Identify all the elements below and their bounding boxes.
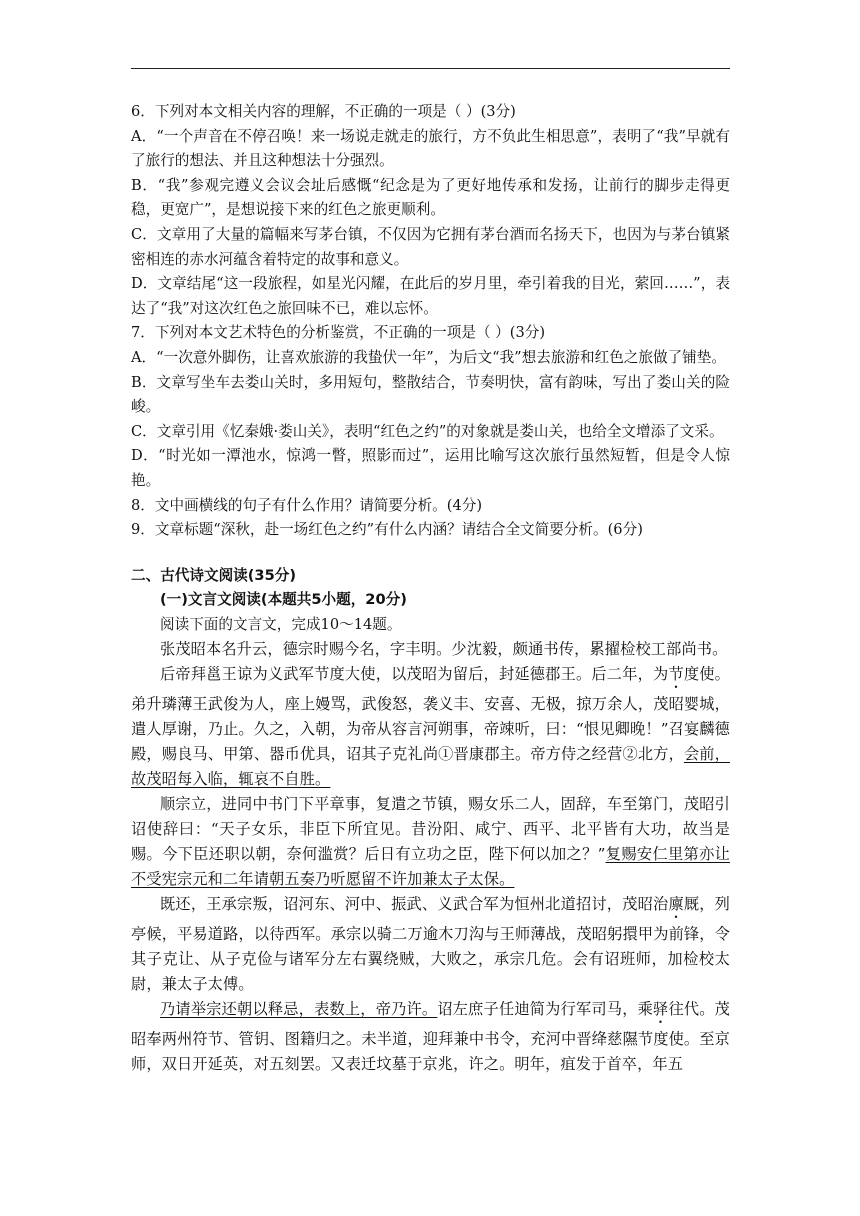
question-7-option-b: B．文章写坐车去娄山关时，多用短句，整散结合，节奏明快，富有韵味，写出了娄山关的险峻。 bbox=[131, 373, 730, 416]
emphasized-character: 节 bbox=[668, 665, 684, 684]
passage-text: 诏左庶子任迪简为行军司马，乘 bbox=[437, 1000, 654, 1019]
header-rule bbox=[131, 68, 730, 69]
underlined-sentence: 乃请举宗还朝以释忌，表数上，帝乃许。 bbox=[160, 1000, 438, 1019]
question-7-option-a: A．“一次意外脚伤，让喜欢旅游的我蛰伏一年”，为后文“我”想去旅游和红色之旅做了铺垫。 bbox=[131, 348, 726, 366]
question-9: 9．文章标题“深秋，赴一场红色之约”有什么内涵？请结合全文简要分析。(6分) bbox=[131, 521, 643, 539]
passage-text: 既还，王承宗叛，诏河东、河中、振武、义武合军为恒州北道招讨，茂昭治 bbox=[160, 895, 669, 914]
passage-text: 往代。茂昭奉两州符节、管钥、图籍归之。未半道，迎拜兼中书令，充河中晋绛慈隰节度使。至京师，双日开延英，对五刻罢。又表迁坟墓于京兆，许之。明年，疽发于首卒，年五 bbox=[131, 1000, 731, 1074]
emphasized-character: 驿 bbox=[653, 1000, 669, 1019]
passage-paragraph-2 bbox=[131, 662, 730, 792]
passage-paragraph-4 bbox=[131, 892, 730, 997]
emphasized-character: 廪 bbox=[668, 895, 684, 914]
underlined-sentence: 复赐安仁里第亦让不受宪宗元和二年请朝五奏乃听愿留不许加兼太子太保。 bbox=[131, 845, 730, 889]
question-7-stem: 7．下列对本文艺术特色的分析鉴赏，不正确的一项是（ ）(3分) bbox=[131, 324, 546, 342]
question-6-stem: 6．下列对本文相关内容的理解，不正确的一项是（ ）(3分) bbox=[131, 103, 516, 120]
question-6-option-a: A．“一个声音在不停召唤！来一场说走就走的旅行，方不负此生相思意”，表明了“我”早就有了旅行的想法、并且这种想法十分强烈。 bbox=[131, 127, 730, 170]
question-6-option-c: C．文章用了大量的篇幅来写茅台镇，不仅因为它拥有茅台酒而名扬天下，也因为与茅台镇紧密相连的赤水河蕴含着特定的故事和意义。 bbox=[131, 225, 730, 268]
reading-instruction: 阅读下面的文言文，完成10～14题。 bbox=[160, 615, 402, 633]
passage-text: 度使。弟升璘薄王武俊为人，座上嫚骂，武俊怒，袭义丰、安喜、无极，掠万余人，茂昭婴城，遣人厚谢，乃止。久之，入朝，为帝从容言河朔事，帝竦听，曰：“恨见卿晚！”召宴麟德殿，赐良马、甲第、器币优具，诏其子克礼尚①晋康郡主。帝方侍之经营②北方， bbox=[131, 665, 731, 764]
exam-page bbox=[131, 100, 730, 1077]
underlined-sentence: 会前，故茂昭每入临，辄哀不自胜。 bbox=[131, 745, 730, 789]
passage-paragraph-3 bbox=[131, 792, 730, 892]
passage-paragraph-5 bbox=[131, 997, 730, 1077]
passage-text: 后帝拜邕王谅为义武军节度大使，以茂昭为留后，封延德郡王。后二年，为 bbox=[160, 665, 669, 684]
question-7-option-c: C．文章引用《忆秦娥·娄山关》，表明“红色之约”的对象就是娄山关，也给全文增添了文采。 bbox=[131, 422, 724, 440]
section-spacer bbox=[131, 543, 730, 564]
question-6-option-b: B．“我”参观完遵义会议会址后感慨“纪念是为了更好地传承和发扬，让前行的脚步走得更稳，更宽广”，是想说接下来的红色之旅更顺利。 bbox=[131, 176, 730, 219]
question-8: 8．文中画横线的句子有什么作用？请简要分析。(4分) bbox=[131, 496, 483, 514]
passage-text: 顺宗立，进同中书门下平章事，复遣之节镇，赐女乐二人，固辞，车至第门，茂昭引诏使辞曰：“天子女乐，非臣下所宜见。昔汾阳、咸宁、西平、北平皆有大功，故当是赐。今下臣还职以朝，奈何滥赏？后日有立功之臣，陛下何以加之？” bbox=[131, 795, 730, 864]
section-2-heading: 二、古代诗文阅读(35分) bbox=[131, 566, 296, 584]
subsection-1-heading: (一)文言文阅读(本题共5小题，20分) bbox=[160, 591, 407, 609]
question-6-option-d: D．文章结尾“这一段旅程，如星光闪耀，在此后的岁月里，牵引着我的目光，萦回……”，表达了“我”对这次红色之旅回味不已，难以忘怀。 bbox=[131, 275, 730, 317]
question-7-option-d: D．“时光如一潭池水，惊鸿一瞥，照影而过”，运用比喻写这次旅行虽然短暂，但是令人惊艳。 bbox=[131, 447, 730, 489]
passage-paragraph-1: 张茂昭本名升云，德宗时赐今名，字丰明。少沈毅，颇通书传，累擢检校工部尚书。 bbox=[160, 640, 728, 659]
passage-text: 厩，列亭候，平易道路，以待西军。承宗以骑二万逾木刀沟与王师薄战，茂昭躬擐甲为前锋，令其子克让、从子克俭与诸军分左右翼绕贼，大败之，承宗几危。会有诏班师，加检校太尉，兼太子太傅。 bbox=[131, 895, 731, 994]
